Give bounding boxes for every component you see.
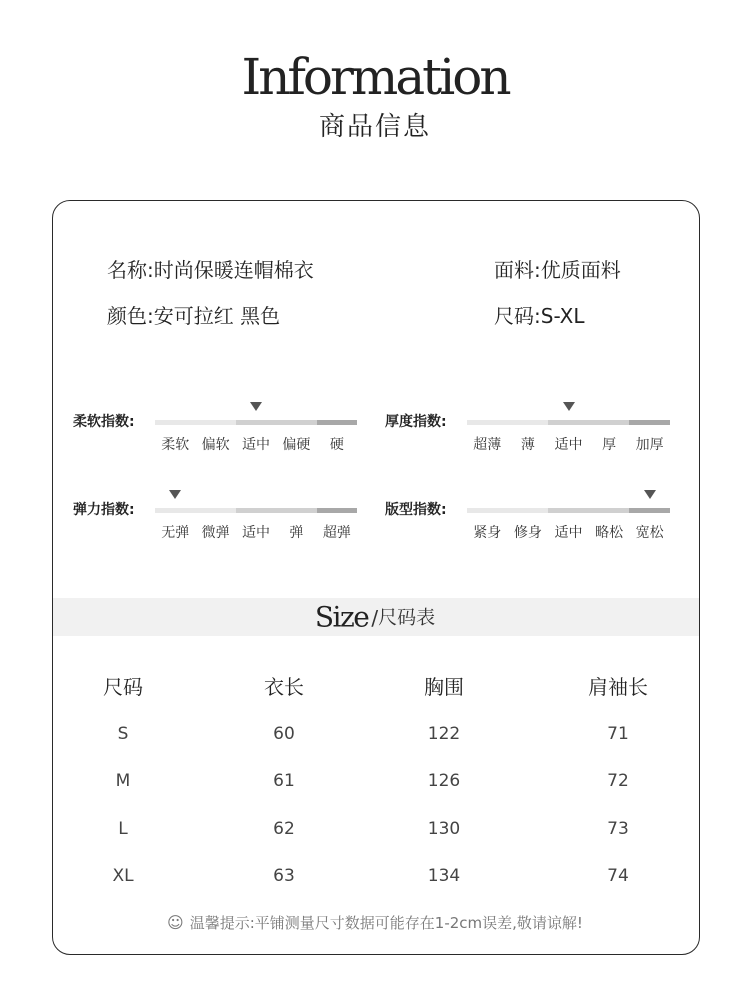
table-cell: S [117, 724, 129, 744]
softness-gauge-tick: 柔软 [161, 437, 190, 453]
fit-gauge-tick: 修身 [513, 525, 542, 541]
info-name [107, 254, 314, 283]
softness-gauge-segment [155, 420, 195, 425]
fit-gauge-tick: 宽松 [635, 525, 664, 541]
elasticity-gauge-segment [276, 508, 316, 513]
elasticity-gauge-segment [317, 508, 357, 513]
info-size-label: 尺码: [494, 304, 541, 328]
table-cell: 134 [427, 866, 461, 886]
fit-gauge-ticks [467, 522, 670, 542]
thickness-gauge-bar [467, 420, 670, 425]
thickness-gauge-segment [508, 420, 549, 425]
table-cell: 62 [273, 819, 295, 839]
elasticity-gauge-bar [155, 508, 357, 513]
size-title-cn: 尺码表 [378, 606, 436, 629]
thickness-gauge-segment [548, 420, 589, 425]
elasticity-gauge-tick: 微弹 [201, 525, 230, 541]
table-header-cell: 胸围 [424, 675, 464, 699]
fit-gauge-marker [644, 490, 656, 499]
thickness-gauge-tick: 薄 [520, 437, 535, 453]
table-header-cell: 尺码 [103, 675, 143, 699]
fit-gauge-segment [629, 508, 670, 513]
table-cell: M [115, 771, 131, 791]
elasticity-gauge-tick: 超弹 [322, 525, 351, 541]
table-cell: 126 [427, 771, 461, 791]
table-cell: 72 [607, 771, 629, 791]
table-cell: XL [112, 866, 134, 886]
softness-gauge-label: 柔软指数: [73, 414, 135, 430]
tip-text: 温馨提示:平铺测量尺寸数据可能存在1-2cm误差,敬请谅解! [189, 914, 583, 932]
page-title-en: Information [241, 48, 509, 106]
elasticity-gauge-tick: 无弹 [161, 525, 190, 541]
thickness-gauge-label: 厚度指数: [385, 414, 447, 430]
softness-gauge-segment [317, 420, 357, 425]
info-color-value: 安可拉红 黑色 [153, 304, 281, 328]
fit-gauge-segment [589, 508, 630, 513]
fit-gauge-bar [467, 508, 670, 513]
smile-icon: ☺ [167, 913, 184, 932]
table-cell: 60 [273, 724, 295, 744]
table-cell: L [118, 819, 128, 839]
softness-gauge-tick: 适中 [242, 437, 271, 453]
thickness-gauge-tick: 超薄 [473, 437, 502, 453]
info-color-label: 颜色: [107, 304, 154, 328]
fit-gauge-segment [467, 508, 508, 513]
info-fabric [494, 254, 621, 283]
thickness-gauge-tick: 加厚 [635, 437, 664, 453]
elasticity-gauge-tick: 弹 [289, 525, 304, 541]
softness-gauge-tick: 偏硬 [282, 437, 311, 453]
fit-gauge-tick: 适中 [554, 525, 583, 541]
info-color [107, 300, 280, 329]
size-chart-title [0, 598, 750, 636]
table-cell: 122 [427, 724, 461, 744]
table-header-cell: 衣长 [264, 675, 304, 699]
info-size [494, 300, 585, 329]
measurement-tip [0, 912, 750, 933]
table-cell: 73 [607, 819, 629, 839]
fit-gauge-segment [508, 508, 549, 513]
softness-gauge-marker [250, 402, 262, 411]
page-title-cn: 商品信息 [318, 112, 431, 142]
elasticity-gauge-tick: 适中 [242, 525, 271, 541]
thickness-gauge-segment [629, 420, 670, 425]
size-title-slash: / [371, 605, 379, 630]
elasticity-gauge-segment [236, 508, 276, 513]
thickness-gauge-marker [563, 402, 575, 411]
thickness-gauge-segment [467, 420, 508, 425]
elasticity-gauge-marker [169, 490, 181, 499]
thickness-gauge-tick: 厚 [602, 437, 617, 453]
table-cell: 74 [607, 866, 629, 886]
thickness-gauge-tick: 适中 [554, 437, 583, 453]
info-size-value: S-XL [540, 304, 585, 328]
info-fabric-value: 优质面料 [540, 258, 621, 282]
fit-gauge-segment [548, 508, 589, 513]
info-fabric-label: 面料: [494, 258, 541, 282]
thickness-gauge-segment [589, 420, 630, 425]
fit-gauge-tick: 略松 [595, 525, 624, 541]
fit-gauge-label: 版型指数: [385, 502, 447, 518]
size-title-en: Size [314, 600, 369, 634]
softness-gauge-ticks [155, 434, 357, 454]
softness-gauge-segment [276, 420, 316, 425]
softness-gauge-tick: 偏软 [201, 437, 230, 453]
elasticity-gauge-segment [195, 508, 235, 513]
fit-gauge-tick: 紧身 [473, 525, 502, 541]
info-name-value: 时尚保暖连帽棉衣 [153, 258, 314, 282]
softness-gauge-bar [155, 420, 357, 425]
elasticity-gauge-label: 弹力指数: [73, 502, 135, 518]
table-cell: 130 [427, 819, 461, 839]
elasticity-gauge-ticks [155, 522, 357, 542]
info-name-label: 名称: [107, 258, 154, 282]
elasticity-gauge-segment [155, 508, 195, 513]
softness-gauge-segment [236, 420, 276, 425]
table-cell: 71 [607, 724, 629, 744]
table-cell: 61 [273, 771, 295, 791]
softness-gauge-tick: 硬 [329, 437, 344, 453]
softness-gauge-segment [195, 420, 235, 425]
table-header-cell: 肩袖长 [588, 675, 648, 699]
table-cell: 63 [273, 866, 295, 886]
thickness-gauge-ticks [467, 434, 670, 454]
